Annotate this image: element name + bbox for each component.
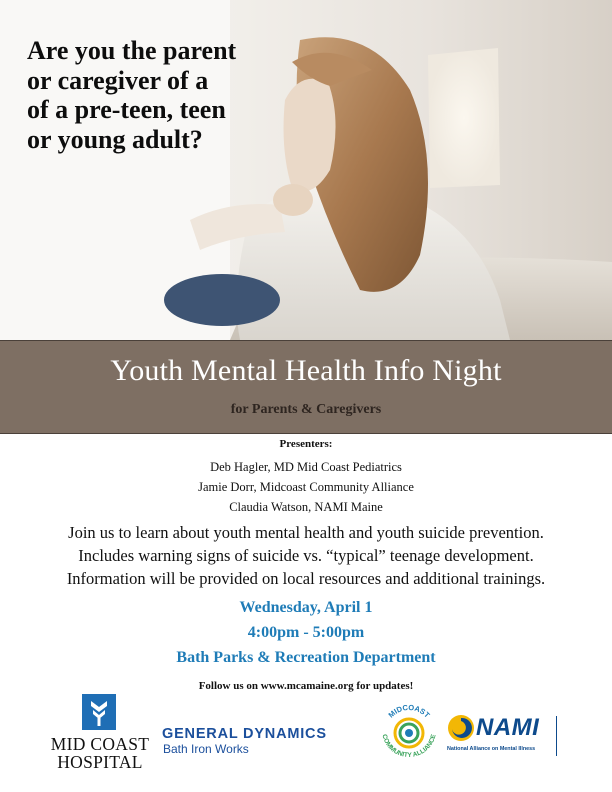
mca-ring-icon: [376, 700, 442, 766]
presenters-label: Presenters:: [279, 438, 333, 450]
follow-link-text: Follow us on www.mcamaine.org for updates!: [198, 680, 414, 692]
nami-logo: [446, 712, 562, 762]
headline-line: Are you the parent: [27, 36, 237, 65]
event-title: Youth Mental Health Info Night: [110, 354, 502, 387]
presenter-name: Jamie Dorr, Midcoast Community Alliance: [198, 480, 414, 494]
title-band: [0, 340, 612, 434]
hero-photo: [0, 0, 612, 340]
presenter-name: Deb Hagler, MD Mid Coast Pediatrics: [210, 460, 402, 474]
nami-word: NAMI: [476, 714, 540, 741]
band-top-rule: [0, 340, 612, 341]
presenter-name: Claudia Watson, NAMI Maine: [229, 500, 383, 514]
nami-swirl-icon: [446, 712, 476, 744]
nami-divider: [556, 716, 557, 756]
headline-line: or young adult?: [27, 124, 203, 154]
event-time: 4:00pm - 5:00pm: [247, 624, 365, 641]
general-dynamics-logo: [162, 726, 368, 760]
gd-name: GENERAL DYNAMICS: [162, 726, 327, 742]
gd-sub: Bath Iron Works: [163, 742, 249, 756]
lamp: [428, 48, 500, 188]
description-line: Join us to learn about youth mental health and youth suicide prevention.: [68, 523, 544, 542]
nami-tagline: National Alliance on Mental Illness: [447, 746, 536, 752]
mch-line1: MID COAST: [50, 734, 150, 754]
svg-text:MIDCOAST: [386, 703, 431, 720]
headline-line: or caregiver of a: [27, 65, 209, 95]
midcoast-community-alliance-logo: [376, 700, 442, 766]
mid-coast-hospital-logo: [48, 694, 152, 772]
event-location: Bath Parks & Recreation Department: [176, 649, 436, 666]
event-subtitle: for Parents & Caregivers: [230, 402, 382, 417]
band-bottom-rule: [0, 433, 612, 434]
event-date: Wednesday, April 1: [239, 599, 373, 616]
mch-line2: HOSPITAL: [57, 752, 143, 772]
description-line: Includes warning signs of suicide vs. “typical” teenage development.: [78, 546, 534, 565]
description-line: Information will be provided on local resources and additional trainings.: [66, 569, 546, 588]
headline: [27, 36, 297, 154]
hospital-shield-icon: [82, 694, 116, 730]
mca-ring-text: COMMUNITY ALLIANCE: [380, 733, 438, 760]
mca-top-text: MIDCOAST: [386, 702, 432, 720]
headline-line: of a pre-teen, teen: [27, 95, 226, 124]
